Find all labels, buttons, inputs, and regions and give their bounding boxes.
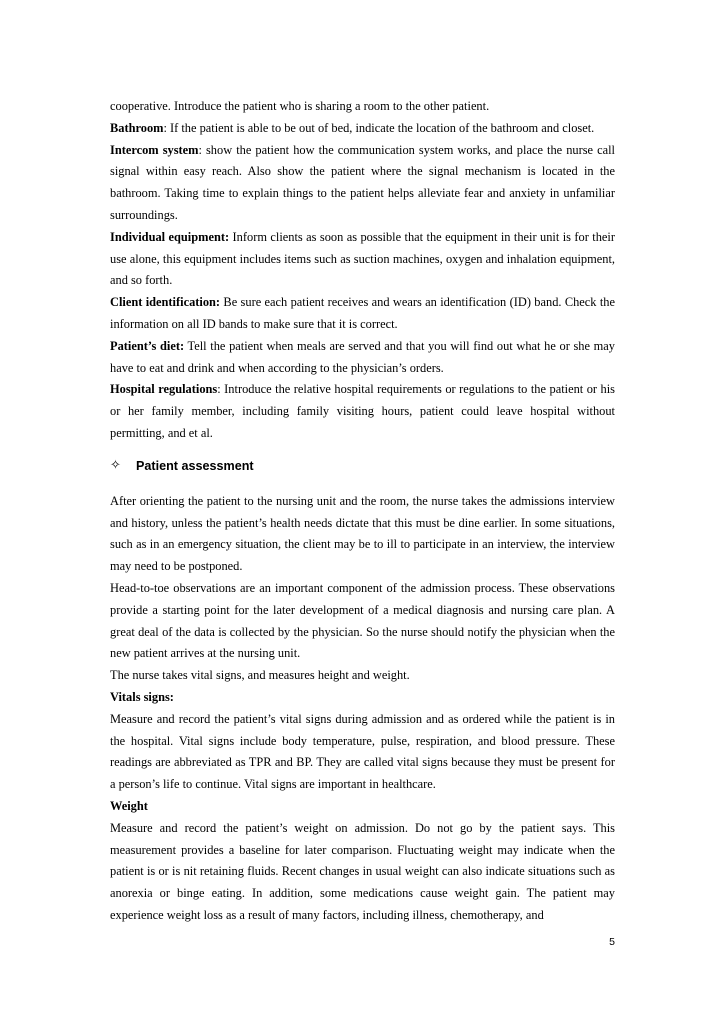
subheading-weight: Weight — [110, 798, 148, 813]
diamond-bullet-icon: ✧ — [110, 457, 121, 473]
term-label: Client identification: — [110, 295, 221, 310]
paragraph: cooperative. Introduce the patient who is sharing a room to the other patient. — [110, 99, 490, 113]
section-heading — [110, 455, 615, 477]
paragraph-intercom: Intercom system: show the patient how the communication system works, and place the nurse call signal within easy reach. Also show the patient where the signal mechanism is located in the bathroom. Taking time to explain things to the patient helps alleviate fear and anxiety in unfamiliar surroundings. — [110, 142, 615, 222]
term-label: Hospital regulations — [110, 382, 218, 397]
paragraph: Measure and record the patient’s weight on admission. Do not go by the patient says. This measurement provides a baseline for later comparison. Fluctuating weight may indicate when the patient is or is nit retaining fluids. Recent changes in usual weight can also indicate situations such as anorexia or binge eating. In addition, some medications cause weight gain. The patient may experience weight loss as a result of many factors, including illness, chemotherapy, and — [110, 820, 615, 922]
paragraph: The nurse takes vital signs, and measures height and weight. — [110, 668, 410, 683]
paragraph: Head-to-toe observations are an important component of the admission process. These observations provide a starting point for the later development of a medical diagnosis and nursing care plan. A great deal of the data is collected by the physician. So the nurse should notify the physician when the new patient arrives at the nursing unit. — [110, 580, 615, 661]
paragraph-identification: Client identification: Be sure each patient receives and wears an identification (ID) band. Check the information on all ID bands to make sure that it is correct. — [110, 295, 616, 331]
paragraph: Measure and record the patient’s vital signs during admission and as ordered while the patient is in the hospital. Vital signs include body temperature, pulse, respiration, and blood pressure. These readings are abbreviated as TPR and BP. They are called vital signs because they must be present for a person’s life to continue. Vital signs are important in healthcare. — [110, 711, 615, 792]
term-label: Bathroom — [110, 120, 164, 135]
paragraph-equipment: Individual equipment: Inform clients as soon as possible that the equipment in their unit is for their use alone, this equipment includes items such as suction machines, oxygen and inhalation equipment, and so forth. — [110, 229, 615, 288]
paragraph: After orienting the patient to the nursing unit and the room, the nurse takes the admissions interview and history, unless the patient’s health needs dictate that this must be dine earlier. In some situations, such as in an emergency situation, the client may be to ill to participate in an interview, the interview may need to be postponed. — [110, 493, 615, 574]
term-label: Patient’s diet: — [110, 338, 185, 353]
term-label: Intercom system — [110, 142, 199, 157]
paragraph-diet: Patient’s diet: Tell the patient when meals are served and that you will find out what he or she may have to eat and drink and when according to the physician’s orders. — [110, 338, 615, 375]
subheading-vital-signs: Vitals signs: — [110, 689, 174, 704]
paragraph-regulations: Hospital regulations: Introduce the relative hospital requirements or regulations to the patient or his or her family member, including family visiting hours, patient could leave hospital without permitting, and et al. — [110, 382, 615, 440]
term-label: Individual equipment: — [110, 229, 230, 244]
body-text — [110, 96, 615, 927]
paragraph-bathroom: Bathroom: If the patient is able to be out of bed, indicate the location of the bathroom and closet. — [110, 120, 595, 135]
page-number: 5 — [609, 936, 615, 948]
section-title: Patient assessment — [136, 458, 254, 473]
